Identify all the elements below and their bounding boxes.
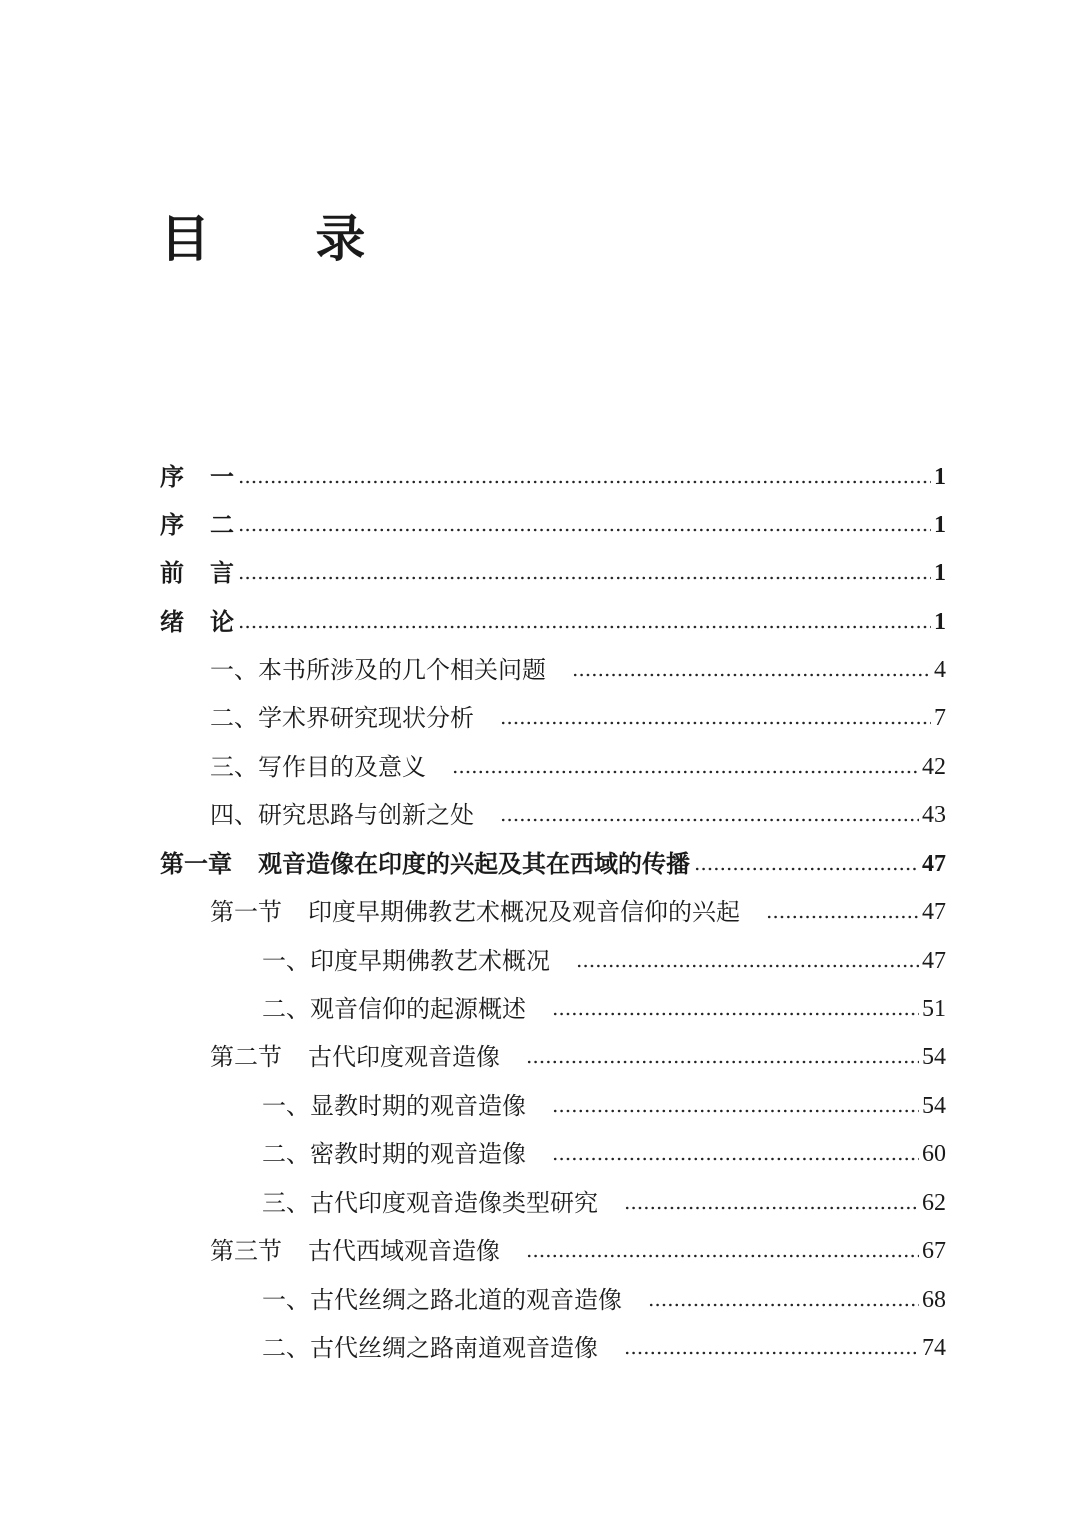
toc-entry-label [160,849,690,879]
toc-entry-label: 绪论 [160,607,234,636]
section-title: 印度早期佛教艺术概况及观音信仰的兴起 [308,898,740,926]
page-number: 67 [922,1238,946,1264]
page-title: 目 录 [160,209,410,268]
dot-leader [238,510,931,540]
toc-entry-intro-item[interactable] [210,655,946,685]
dot-leader [624,1188,919,1218]
toc-entry-subsection[interactable] [262,1188,946,1218]
page-number: 1 [934,464,946,490]
toc-entry-label: 三、写作目的及意义 [210,753,426,781]
toc-entry-preface-1[interactable] [160,462,946,492]
toc-entry-subsection[interactable] [262,946,946,976]
section-title: 古代西域观音造像 [308,1237,500,1265]
toc-entry-subsection[interactable] [262,994,946,1024]
dot-leader [552,1091,919,1121]
section-title: 古代印度观音造像 [308,1043,500,1071]
page-number: 51 [922,996,946,1022]
toc-entry-label [210,1236,500,1266]
dot-leader [238,607,931,637]
dot-leader [552,1139,919,1169]
toc-entry-subsection[interactable] [262,1285,946,1315]
toc-entry-label: 一、本书所涉及的几个相关问题 [210,656,546,684]
section-number: 第三节 [210,1237,282,1265]
page-number: 42 [922,754,946,780]
dot-leader [500,703,931,733]
toc-entry-label: 二、学术界研究现状分析 [210,704,474,732]
dot-leader [694,849,919,879]
page-number: 68 [922,1287,946,1313]
dot-leader [766,897,919,927]
toc-entry-introduction[interactable] [160,607,946,637]
section-number: 第二节 [210,1043,282,1071]
toc-entry-section[interactable] [210,1236,946,1266]
toc-entry-subsection[interactable] [262,1091,946,1121]
dot-leader [238,462,931,492]
toc-entry-label [210,1042,500,1072]
chapter-title: 观音造像在印度的兴起及其在西域的传播 [258,849,690,878]
toc-entry-label: 二、密教时期的观音造像 [262,1140,526,1168]
dot-leader [452,752,919,782]
toc-entry-label [210,897,740,927]
toc-entry-label: 二、观音信仰的起源概述 [262,995,526,1023]
toc-entry-intro-item[interactable] [210,800,946,830]
page-number: 1 [934,609,946,635]
dot-leader [572,655,931,685]
toc-entry-foreword[interactable] [160,558,946,588]
page-number: 47 [922,899,946,925]
toc-entry-label: 序二 [160,510,234,539]
toc-entry-label: 一、印度早期佛教艺术概况 [262,947,550,975]
page-number: 43 [922,802,946,828]
toc-entry-intro-item[interactable] [210,752,946,782]
toc-entry-section[interactable] [210,1042,946,1072]
dot-leader [526,1236,919,1266]
dot-leader [648,1285,919,1315]
page-number: 62 [922,1190,946,1216]
dot-leader [526,1042,919,1072]
toc-entry-subsection[interactable] [262,1333,946,1363]
toc-entry-label: 三、古代印度观音造像类型研究 [262,1189,598,1217]
toc-entry-label: 四、研究思路与创新之处 [210,801,474,829]
toc-entry-chapter-1[interactable] [160,849,946,879]
page-number: 74 [922,1335,946,1361]
toc-entry-subsection[interactable] [262,1139,946,1169]
page-number: 47 [922,851,946,877]
page-number: 54 [922,1093,946,1119]
toc-entry-label: 序一 [160,462,234,491]
dot-leader [500,800,919,830]
toc-entry-label: 一、古代丝绸之路北道的观音造像 [262,1286,622,1314]
page-number: 54 [922,1044,946,1070]
section-number: 第一节 [210,898,282,926]
toc-entry-section[interactable] [210,897,946,927]
toc-entry-label: 前言 [160,558,234,587]
toc-entry-preface-2[interactable] [160,510,946,540]
page-number: 7 [934,705,946,731]
page-number: 47 [922,948,946,974]
page-number: 4 [934,657,946,683]
page-number: 1 [934,512,946,538]
toc-entry-intro-item[interactable] [210,703,946,733]
dot-leader [624,1333,919,1363]
toc-entry-label: 一、显教时期的观音造像 [262,1092,526,1120]
dot-leader [552,994,919,1024]
page-number: 60 [922,1141,946,1167]
page-number: 1 [934,560,946,586]
dot-leader [238,558,931,588]
chapter-number: 第一章 [160,849,232,878]
dot-leader [576,946,919,976]
toc-entry-label: 二、古代丝绸之路南道观音造像 [262,1334,598,1362]
